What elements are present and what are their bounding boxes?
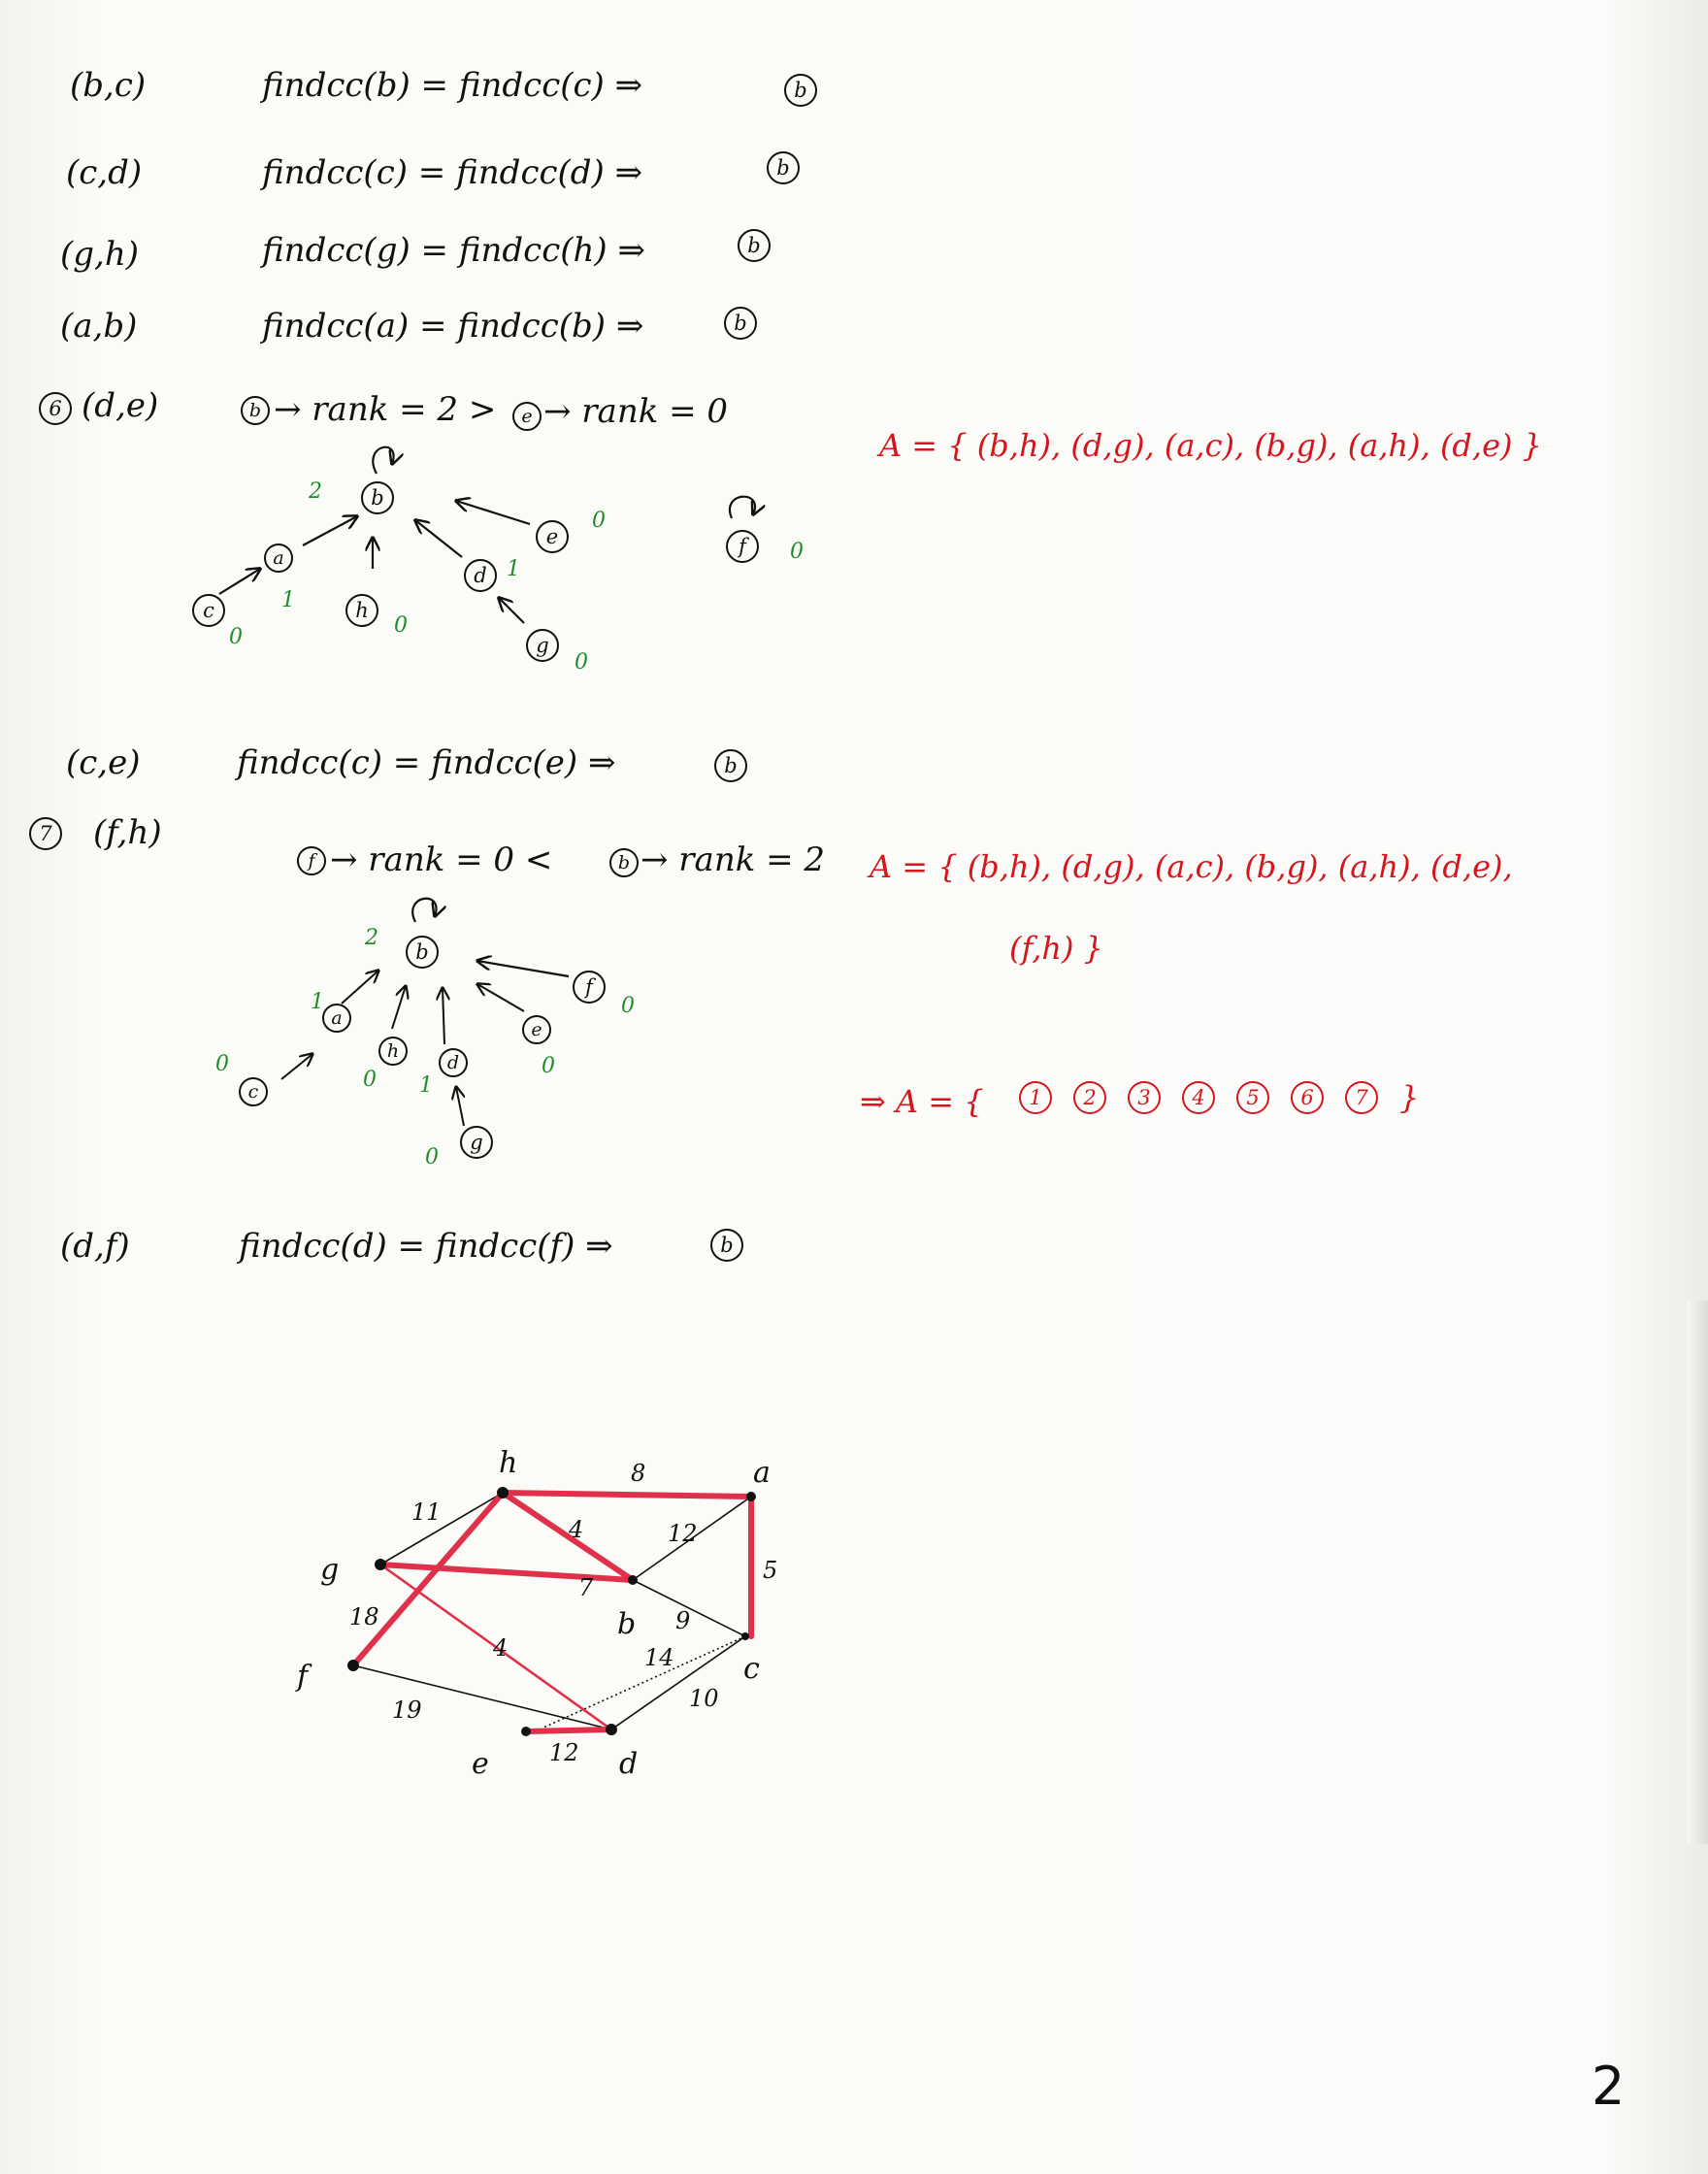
tree2-rank-a: 1 [311,990,324,1014]
rank-node-e: e [512,402,542,431]
edge-set-a2-line2: (f,h) } [1009,930,1103,967]
root-node-b-8: b [710,1229,743,1262]
step-6-marker: 6 [39,392,72,425]
final-set-suffix: } [1399,1079,1420,1116]
vertex-e: e [472,1747,489,1781]
final-set-prefix: ⇒ A = { [860,1083,984,1120]
final-item-7: 7 [1345,1081,1378,1114]
final-item-6: 6 [1291,1081,1324,1114]
tree2-rank-c: 0 [215,1052,229,1076]
tree1-rank-g: 0 [575,650,588,675]
weight-ac: 5 [763,1557,778,1584]
rank-compare-4: → rank = 2 [640,840,826,879]
weight-gb: 7 [578,1574,594,1601]
final-item-3: 3 [1128,1081,1161,1114]
weight-gh: 11 [411,1499,442,1526]
find-line-4: findcc(a) = findcc(b) ⇒ [262,307,644,346]
vertex-h: h [499,1446,518,1480]
find-line-8: findcc(d) = findcc(f) ⇒ [239,1227,613,1266]
final-item-2: 2 [1073,1081,1106,1114]
tree2-node-d: d [439,1048,468,1077]
root-node-b-4: b [724,307,757,340]
vertex-a: a [753,1456,771,1490]
rank-compare-2: → rank = 0 [543,392,729,431]
weight-bc: 9 [675,1607,691,1634]
tree2-rank-e: 0 [542,1054,555,1078]
tree2-node-e: e [522,1015,551,1044]
rank-node-f: f [297,846,326,875]
edge-set-a1: A = { (b,h), (d,g), (a,c), (b,g), (a,h), (d,e) } [879,427,1543,464]
root-node-b-2: b [767,151,800,184]
rank-compare-1: → rank = 2 > [274,390,497,429]
tree1-node-g: g [526,629,559,662]
rank-compare-3: → rank = 0 < [330,840,553,879]
root-node-b-6: b [714,749,747,782]
tree2-rank-h: 0 [363,1068,377,1092]
vertex-c: c [743,1652,760,1686]
tree1-node-d: d [464,559,497,592]
root-node-b-1: b [784,74,817,107]
tree2-node-h: h [378,1037,408,1066]
tree1-rank-e: 0 [592,509,606,533]
final-item-4: 4 [1182,1081,1215,1114]
weight-fd: 19 [392,1696,422,1724]
pair-ce: (c,e) [66,743,141,782]
tree1-rank-d: 1 [507,557,520,581]
weight-ed: 12 [549,1739,579,1766]
tree2-node-g: g [460,1126,493,1159]
pair-bc: (b,c) [70,66,147,105]
vertex-f: f [297,1660,309,1694]
vertex-d: d [619,1747,639,1781]
weight-ha: 8 [631,1460,646,1487]
find-line-3: findcc(g) = findcc(h) ⇒ [262,231,645,270]
tree1-rank-b: 2 [309,479,322,504]
tree2-rank-b: 2 [365,926,378,950]
tree1-node-h: h [345,594,378,627]
weight-ce: 14 [644,1644,674,1671]
find-line-6: findcc(c) = findcc(e) ⇒ [237,743,616,782]
tree1-rank-c: 0 [229,625,243,649]
weight-cd: 10 [689,1685,719,1712]
tree2-rank-d: 1 [419,1073,433,1098]
weight-hf: 18 [349,1603,379,1630]
vertex-b: b [617,1607,637,1641]
tree1-node-a: a [264,544,293,573]
find-line-2: findcc(c) = findcc(d) ⇒ [262,153,643,192]
pair-gh: (g,h) [60,235,139,274]
tree1-rank-a: 1 [281,588,295,612]
pair-de: (d,e) [82,386,159,425]
tree2-node-a: a [322,1004,351,1033]
tree1-node-e: e [536,520,569,553]
tree2-node-c: c [239,1077,268,1106]
tree1-rank-f: 0 [790,540,804,564]
tree2-rank-f: 0 [621,994,635,1018]
weight-ab: 12 [668,1520,698,1547]
vertex-g: g [320,1553,340,1587]
weight-hb: 4 [569,1516,584,1543]
rank-node-b: b [241,396,270,425]
find-line-1: findcc(b) = findcc(c) ⇒ [262,66,643,105]
page-number: 2 [1592,2056,1626,2117]
root-node-b-3: b [738,229,771,262]
pair-cd: (c,d) [66,153,143,192]
rank-node-b-7: b [609,848,639,877]
tree2-rank-g: 0 [425,1145,439,1169]
tree1-rank-h: 0 [394,613,408,638]
tree2-node-b: b [406,936,439,969]
step-7-marker: 7 [29,817,62,850]
tree1-node-f: f [726,530,759,563]
pair-ab: (a,b) [60,307,138,346]
weight-gd: 4 [493,1634,509,1662]
final-item-1: 1 [1019,1081,1052,1114]
edge-set-a2-line1: A = { (b,h), (d,g), (a,c), (b,g), (a,h), (d,e), [870,848,1513,885]
pair-df: (d,f) [60,1227,130,1266]
final-item-5: 5 [1236,1081,1269,1114]
tree1-node-b: b [361,481,394,514]
pair-fh: (f,h) [93,813,162,852]
tree1-node-c: c [192,594,225,627]
tree2-node-f: f [573,971,606,1004]
